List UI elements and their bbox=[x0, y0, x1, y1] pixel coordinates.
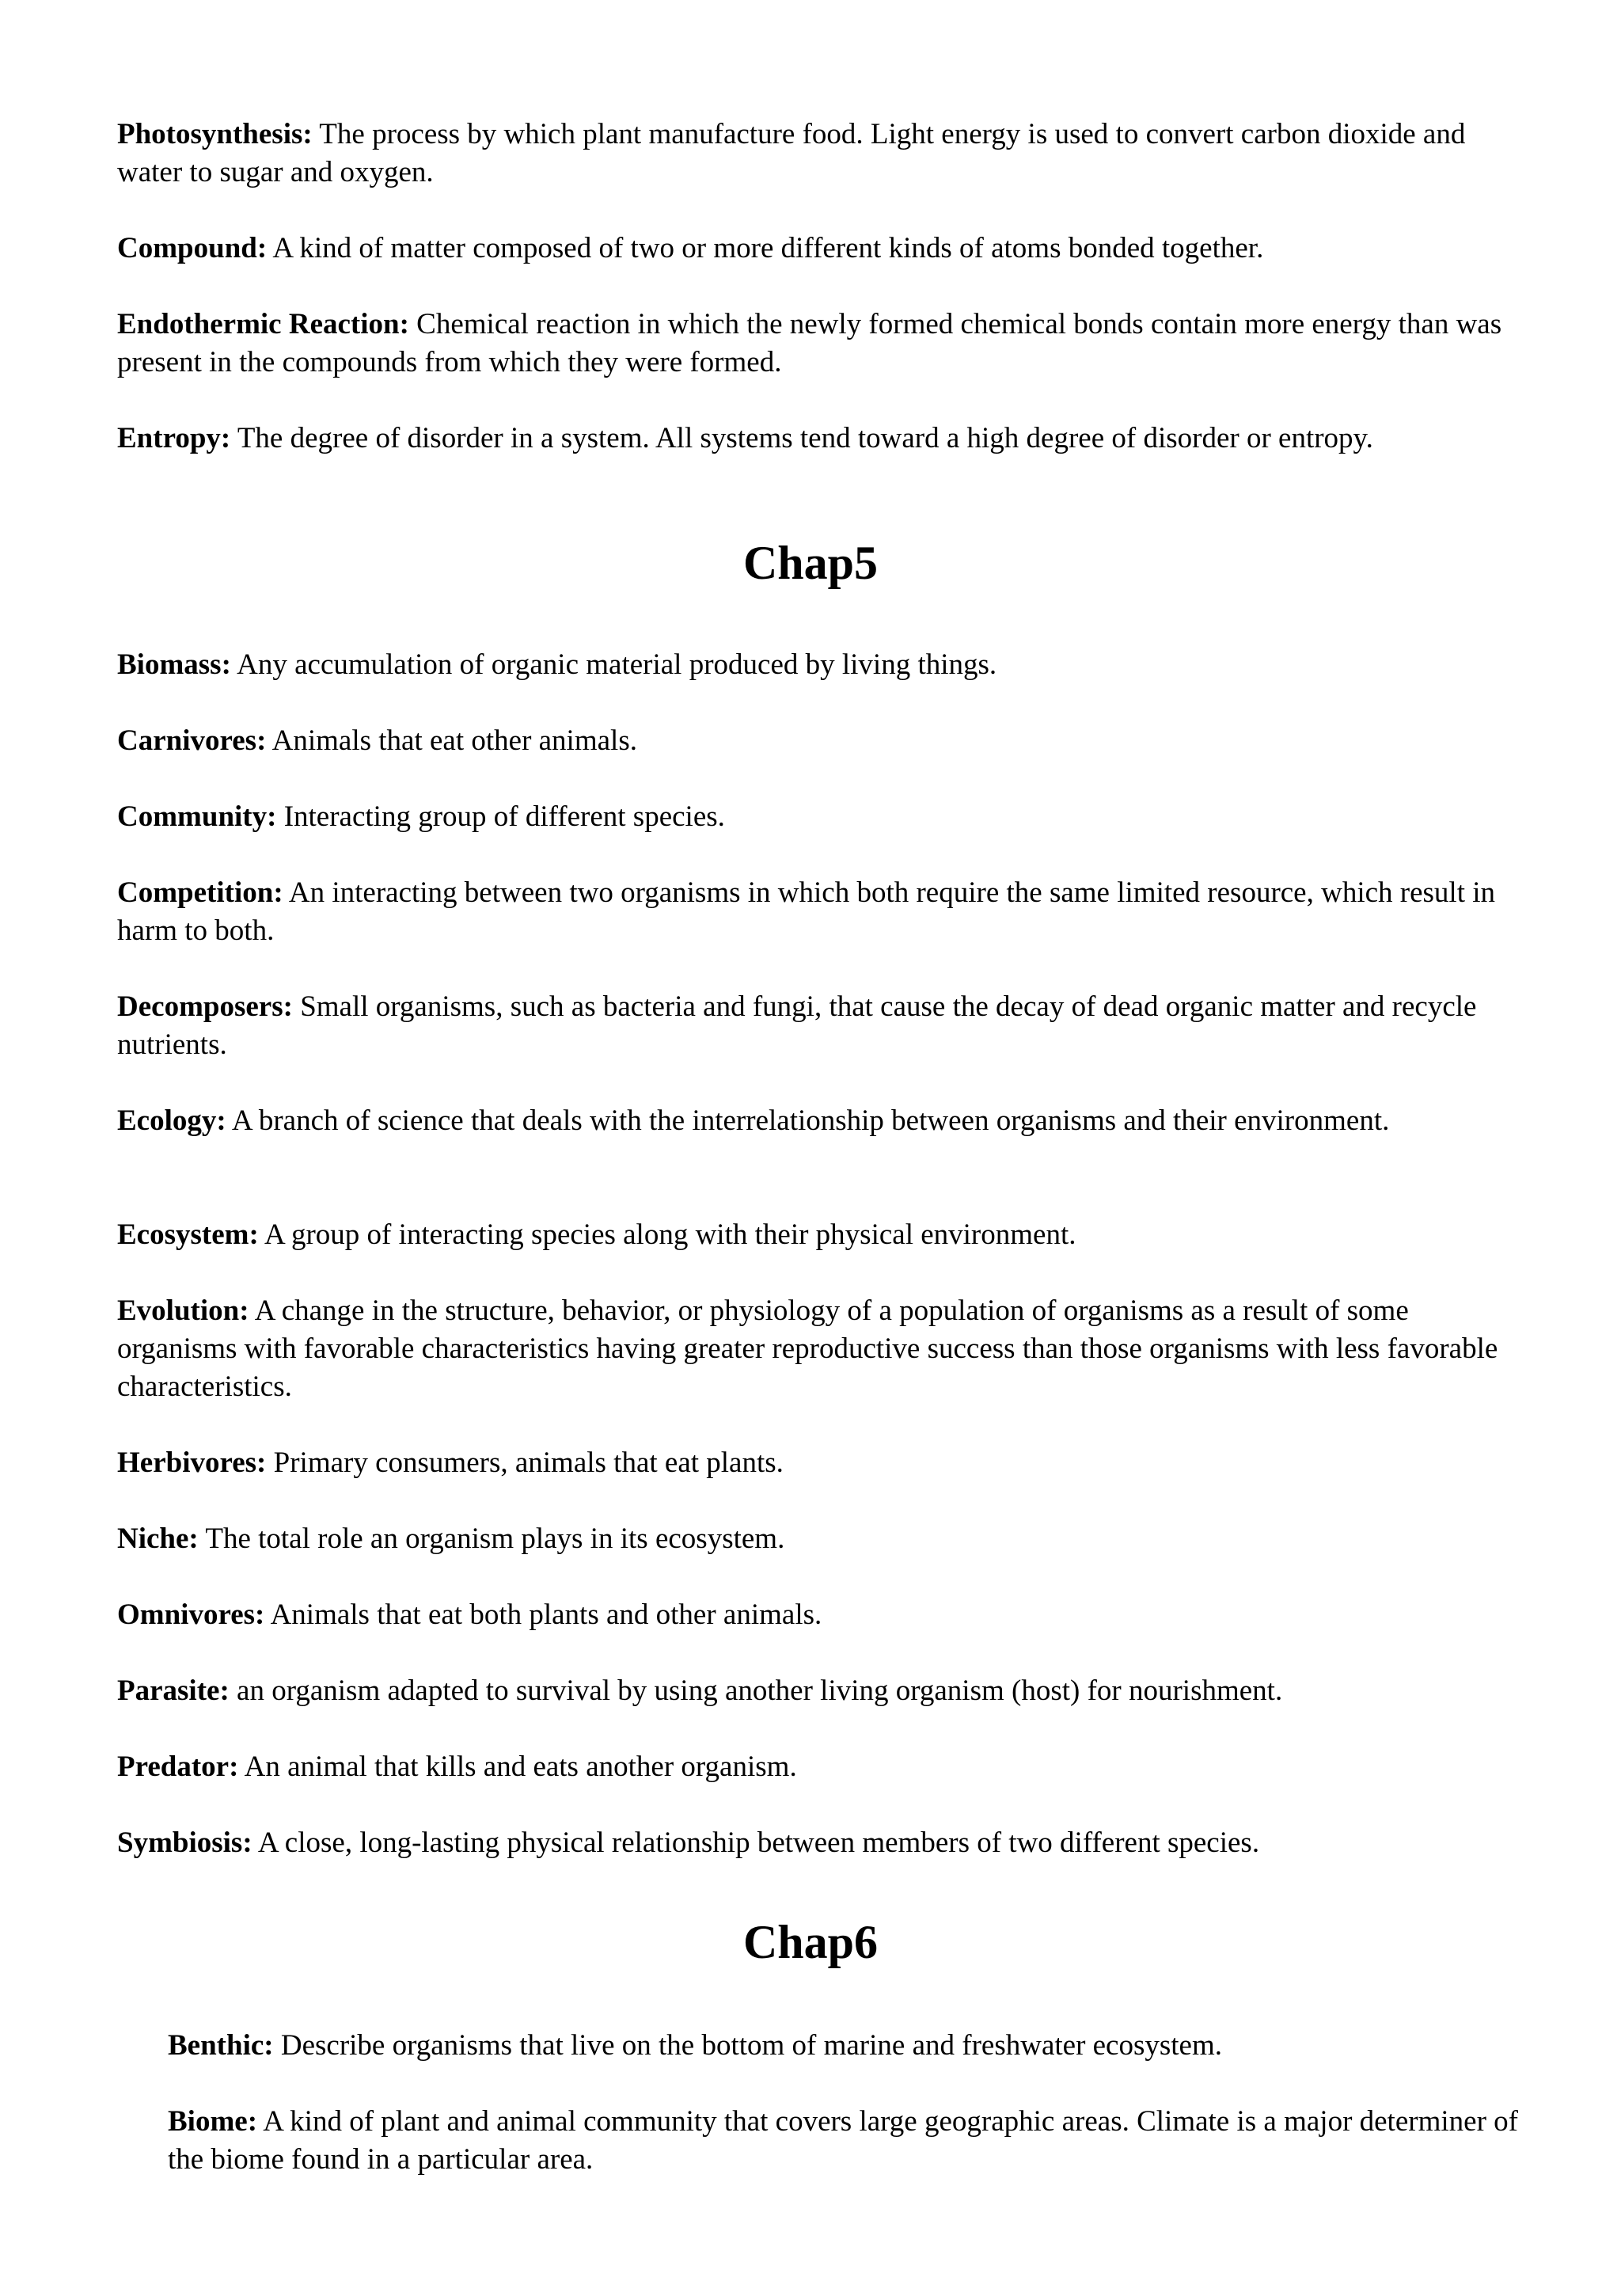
glossary-entry-symbiosis bbox=[117, 1824, 1518, 1862]
definition: Animals that eat other animals. bbox=[271, 724, 637, 757]
term: Predator: bbox=[117, 1751, 239, 1783]
definition: Small organisms, such as bacteria and fungi, that cause the decay of dead organic matter and recycle nutrients. bbox=[117, 990, 1477, 1061]
glossary-entry-biomass bbox=[117, 646, 1518, 684]
definition: an organism adapted to survival by using another living organism (host) for nourishment. bbox=[237, 1674, 1283, 1707]
term: Omnivores: bbox=[117, 1598, 265, 1631]
glossary-entry-predator bbox=[117, 1748, 1518, 1786]
glossary-entry-community bbox=[117, 798, 1518, 836]
definition: A close, long-lasting physical relationship between members of two different species. bbox=[257, 1827, 1260, 1859]
term: Compound: bbox=[117, 232, 268, 264]
glossary-entry-omnivores bbox=[117, 1596, 1518, 1634]
glossary-entry-entropy bbox=[117, 420, 1518, 458]
term: Herbivores: bbox=[117, 1446, 267, 1479]
definition: A kind of plant and animal community that covers large geographic areas. Climate is a major determiner of the biome found in a particular area. bbox=[168, 2105, 1518, 2176]
chapter-heading-chap5: Chap5 bbox=[742, 537, 879, 589]
definition: A branch of science that deals with the interrelationship between organisms and their environment. bbox=[231, 1104, 1390, 1137]
term: Parasite: bbox=[117, 1674, 230, 1707]
glossary-entry-endothermic-reaction bbox=[117, 306, 1518, 382]
definition: Primary consumers, animals that eat plants. bbox=[273, 1446, 784, 1479]
definition: A group of interacting species along with their physical environment. bbox=[264, 1218, 1076, 1251]
glossary-entry-niche bbox=[117, 1520, 1518, 1558]
glossary-entry-herbivores bbox=[117, 1444, 1518, 1482]
term: Niche: bbox=[117, 1522, 199, 1555]
definition: The degree of disorder in a system. All systems tend toward a high degree of disorder or entropy. bbox=[237, 422, 1373, 454]
term: Competition: bbox=[117, 876, 283, 909]
glossary-entry-ecosystem bbox=[117, 1216, 1518, 1254]
definition: Chemical reaction in which the newly formed chemical bonds contain more energy than was present in the compounds from which they were formed. bbox=[117, 308, 1502, 378]
term: Community: bbox=[117, 800, 277, 833]
term: Biomass: bbox=[117, 648, 231, 681]
term: Benthic: bbox=[168, 2029, 274, 2062]
chapter-heading-chap6: Chap6 bbox=[742, 1916, 879, 1968]
definition: An interacting between two organisms in which both require the same limited resource, which result in harm to both. bbox=[117, 876, 1496, 947]
definition: Any accumulation of organic material produced by living things. bbox=[237, 648, 997, 681]
glossary-entry-carnivores bbox=[117, 722, 1518, 760]
term: Decomposers: bbox=[117, 990, 293, 1023]
term: Biome: bbox=[168, 2105, 258, 2138]
term: Entropy: bbox=[117, 422, 231, 454]
definition: Interacting group of different species. bbox=[283, 800, 725, 833]
definition: A kind of matter composed of two or more different kinds of atoms bonded together. bbox=[272, 232, 1264, 264]
term: Photosynthesis: bbox=[117, 118, 313, 150]
term: Ecology: bbox=[117, 1104, 226, 1137]
glossary-entry-competition bbox=[117, 874, 1518, 950]
definition: An animal that kills and eats another organism. bbox=[244, 1751, 797, 1783]
glossary-entry-biome bbox=[168, 2103, 1518, 2179]
definition: A change in the structure, behavior, or physiology of a population of organisms as a result of some organisms with favorable characteristics having greater reproductive success than those organisms with less favorable characteristics. bbox=[117, 1294, 1498, 1403]
term: Endothermic Reaction: bbox=[117, 308, 409, 340]
glossary-entry-decomposers bbox=[117, 988, 1518, 1064]
glossary-entry-benthic bbox=[168, 2027, 1518, 2065]
glossary-entry-evolution bbox=[117, 1292, 1518, 1406]
term: Ecosystem: bbox=[117, 1218, 259, 1251]
definition: Describe organisms that live on the bottom of marine and freshwater ecosystem. bbox=[280, 2029, 1223, 2062]
glossary-entry-photosynthesis bbox=[117, 116, 1518, 192]
glossary-entry-ecology bbox=[117, 1102, 1518, 1140]
term: Symbiosis: bbox=[117, 1827, 252, 1859]
term: Carnivores: bbox=[117, 724, 267, 757]
definition: The process by which plant manufacture food. Light energy is used to convert carbon dioxide and water to sugar and oxygen. bbox=[117, 118, 1466, 188]
definition: Animals that eat both plants and other animals. bbox=[270, 1598, 822, 1631]
glossary-entry-compound bbox=[117, 230, 1518, 268]
glossary-entry-parasite bbox=[117, 1672, 1518, 1710]
term: Evolution: bbox=[117, 1294, 249, 1327]
definition: The total role an organism plays in its ecosystem. bbox=[205, 1522, 785, 1555]
